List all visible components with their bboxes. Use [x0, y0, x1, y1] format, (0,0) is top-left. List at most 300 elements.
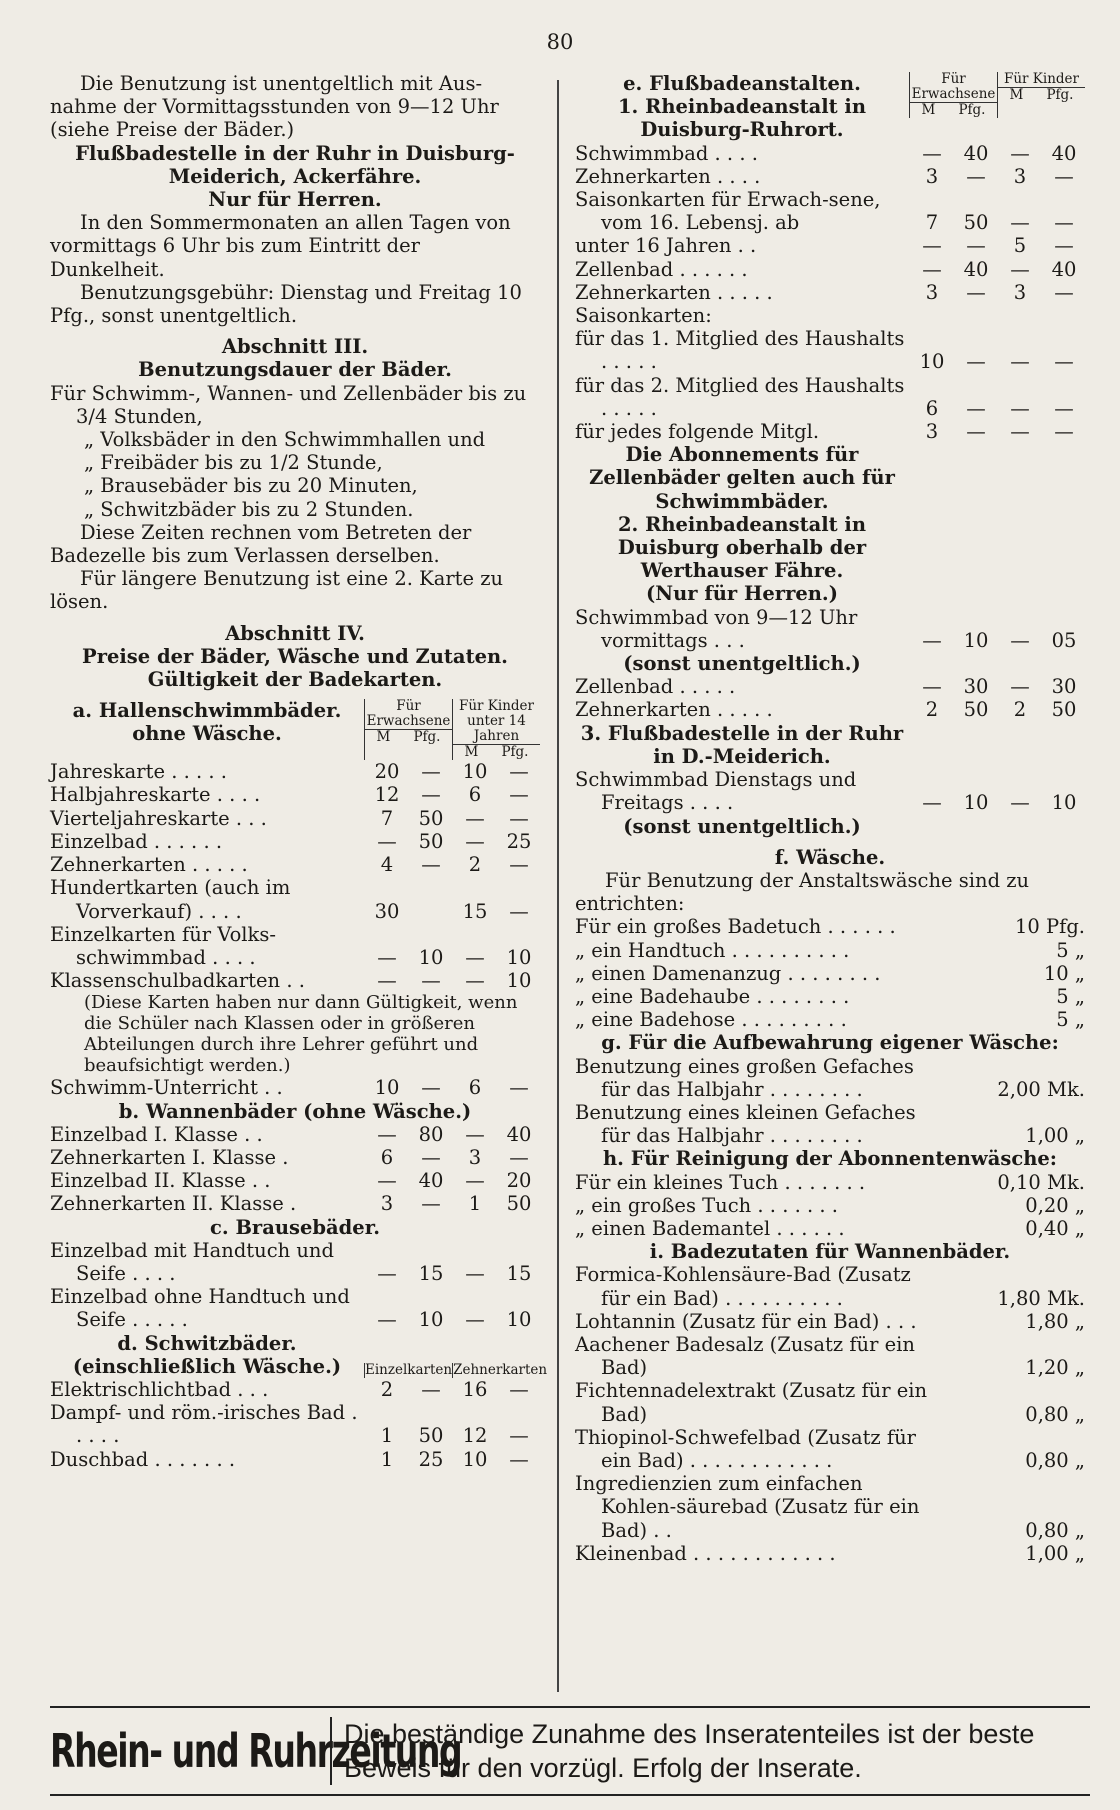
row-value: 25	[506, 829, 532, 853]
price-label: „ einen Bademantel . . . . . .	[575, 1216, 845, 1240]
price-value: 0,40 „	[1025, 1216, 1085, 1240]
zeiten-text: Diese Zeiten rechnen vom Betreten der Badezelle bis zum Verlassen derselben.	[50, 520, 472, 568]
unit-pfg: Pfg.	[501, 744, 529, 761]
row-values	[364, 1262, 540, 1285]
table-row	[50, 783, 540, 806]
row-label: Zehnerkarten . . . . .	[575, 280, 773, 304]
price-row	[575, 915, 1085, 938]
price-value: 0,10 Mk.	[997, 1170, 1085, 1194]
row-values	[909, 350, 1085, 373]
row-value: 20	[374, 760, 400, 784]
row-value: 3	[925, 164, 939, 188]
row-value: 50	[506, 1192, 532, 1216]
row-label: Zehnerkarten I. Klasse .	[50, 1145, 289, 1169]
gebuehr-text: Benutzungsgebühr: Dienstag und Freitag 10 Pfg., sonst unentgeltlich.	[50, 280, 522, 328]
row-values	[909, 791, 1085, 814]
table-row	[50, 830, 540, 853]
price-value: 10 „	[1043, 961, 1085, 985]
price-row	[575, 1542, 1085, 1565]
row-value: 3	[380, 1192, 394, 1216]
row-value: 6	[380, 1145, 394, 1169]
row-label: für jedes folgende Mitgl.	[575, 420, 820, 444]
abschnitt-3-heading: Abschnitt III.	[221, 335, 369, 359]
col-kinder: Für Kinder	[1004, 71, 1079, 87]
row-value: 25	[418, 1447, 444, 1471]
row-label: Zehnerkarten II. Klasse .	[50, 1192, 297, 1216]
row-value: —	[377, 1261, 397, 1285]
row-values	[909, 675, 1085, 698]
i-heading: i. Badezutaten für Wannenbäder.	[649, 1240, 1011, 1264]
row-values	[364, 1169, 540, 1192]
row-values	[909, 420, 1085, 443]
row-label: für das 1. Mitglied des Haushalts . . . . .	[575, 327, 905, 374]
hallen-table-head	[50, 699, 540, 760]
row-value: —	[377, 945, 397, 969]
row-value: —	[509, 1447, 529, 1471]
row-value: —	[1054, 211, 1074, 235]
row-value: —	[966, 396, 986, 420]
table-row	[50, 969, 540, 992]
row-value: 10	[374, 1076, 400, 1100]
row-value: 15	[506, 1261, 532, 1285]
row-value: 3	[925, 420, 939, 444]
unit-pfg: Pfg.	[958, 102, 986, 118]
row-values	[364, 969, 540, 992]
row-value: 3	[1013, 164, 1027, 188]
row-value: 10	[418, 945, 444, 969]
row-values	[909, 258, 1085, 281]
row-value: 50	[418, 829, 444, 853]
price-row	[575, 1101, 1085, 1147]
table-row	[575, 188, 1085, 234]
price-label: Für ein kleines Tuch . . . . . . .	[575, 1170, 866, 1194]
row-value: 40	[418, 1169, 444, 1193]
abonnement-note: Die Abonnements für Zellenbäder gelten auch für Schwimmbäder.	[589, 443, 895, 513]
row-value: —	[465, 1169, 485, 1193]
row-value: —	[509, 1076, 529, 1100]
row-value: 3	[925, 280, 939, 304]
unit-pfg: Pfg.	[413, 729, 441, 746]
table-row	[575, 304, 1085, 327]
sommer-text: In den Sommermonaten an allen Tagen von vormittags 6 Uhr bis zum Eintritt der Dunkelheit.	[50, 211, 511, 281]
price-label: Lohtannin (Zusatz für ein Bad) . . .	[575, 1309, 917, 1333]
sonst-unentgeltlich: (sonst unentgeltlich.)	[623, 814, 861, 838]
price-label: „ eine Badehaube . . . . . . . .	[575, 984, 850, 1008]
row-value: —	[966, 234, 986, 258]
row-value: 7	[925, 211, 939, 235]
row-value: 6	[925, 396, 939, 420]
row-value: —	[1054, 396, 1074, 420]
row-value: 10	[1051, 791, 1077, 815]
row-value: —	[421, 1145, 441, 1169]
abschnitt-4-heading: Abschnitt IV.	[225, 621, 365, 645]
row-value: —	[377, 1308, 397, 1332]
row-value: 15	[418, 1261, 444, 1285]
row-value: —	[1010, 675, 1030, 699]
row-label: Dampf- und röm.-irisches Bad . . . . .	[50, 1401, 358, 1448]
klassen-note: (Diese Karten haben nur dann Gültigkeit, wenn die Schüler nach Klassen oder in größeren Abteilungen durch ihre Lehrer geführt und beaufsichtigt werden.)	[84, 992, 518, 1077]
row-label: Einzelbad . . . . . .	[50, 829, 223, 853]
row-value: 15	[462, 899, 488, 923]
rhein1-heading: 1. Rheinbadeanstalt in Duisburg-Ruhrort.	[617, 95, 867, 142]
row-value: —	[421, 1076, 441, 1100]
row-label: unter 16 Jahren . .	[575, 234, 757, 258]
row-value	[410, 900, 452, 923]
h-price-list	[575, 1171, 1085, 1241]
dauer-heading: Benutzungsdauer der Bäder.	[138, 358, 452, 382]
row-values	[364, 1424, 540, 1447]
row-label: Vierteljahreskarte . . .	[50, 806, 267, 830]
row-values	[909, 234, 1085, 257]
price-label: Benutzung eines kleinen Gefaches für das Halbjahr . . . . . . . .	[575, 1100, 916, 1148]
row-values	[909, 629, 1085, 652]
price-label: Fichtennadelextrakt (Zusatz für ein Bad)	[575, 1379, 928, 1426]
left-column	[50, 72, 548, 1471]
banner-slogan: Die beständige Zunahme des Inseratenteiles ist der beste Beweis für den vorzügl. Erfolg der Inserate.	[330, 1717, 1090, 1785]
row-value: 50	[963, 211, 989, 235]
row-label: Zellenbad . . . . .	[575, 675, 736, 699]
table-row	[575, 258, 1085, 281]
row-value: —	[421, 760, 441, 784]
rhein1-table-head	[575, 72, 1085, 142]
row-value: —	[509, 1145, 529, 1169]
schwitz-table	[50, 1378, 540, 1471]
rhein2-sub: (Nur für Herren.)	[646, 582, 838, 606]
row-value: 10	[506, 1308, 532, 1332]
table-row	[50, 1401, 540, 1447]
right-column	[575, 72, 1085, 1565]
table-row	[575, 142, 1085, 165]
row-label: Duschbad . . . . . . .	[50, 1447, 236, 1471]
row-value: —	[377, 1169, 397, 1193]
row-value: 3	[468, 1145, 482, 1169]
brause-table	[50, 1239, 540, 1332]
row-values	[364, 1076, 540, 1099]
row-values	[909, 142, 1085, 165]
row-value: 2	[468, 853, 482, 877]
unit-m: M	[1009, 87, 1024, 103]
row-value: 30	[963, 675, 989, 699]
table-row	[575, 234, 1085, 257]
laenger-text: Für längere Benutzung ist eine 2. Karte zu lösen.	[50, 567, 504, 614]
column-divider	[557, 80, 559, 1692]
row-value: —	[922, 257, 942, 281]
price-label: „ ein großes Tuch . . . . . . .	[575, 1193, 838, 1217]
intro-text: Die Benutzung ist unentgeltlich mit Aus-nahme der Vormittagsstunden von 9—12 Uhr (siehe Preise der Bäder.)	[50, 72, 499, 142]
row-value: 16	[462, 1377, 488, 1401]
price-value: 5 „	[1056, 984, 1085, 1008]
row-value: 40	[506, 1122, 532, 1146]
table-row	[575, 165, 1085, 188]
price-row	[575, 1217, 1085, 1240]
row-values	[364, 1378, 540, 1401]
row-value: 05	[1051, 628, 1077, 652]
g-heading: g. Für die Aufbewahrung eigener Wäsche:	[601, 1031, 1059, 1055]
row-value: 10	[919, 350, 945, 374]
row-value: —	[1054, 280, 1074, 304]
row-value: 30	[1051, 675, 1077, 699]
table-row	[575, 675, 1085, 698]
row-value: 10	[462, 760, 488, 784]
table-row	[50, 1239, 540, 1285]
f-heading: f. Wäsche.	[774, 845, 886, 869]
nur-herren-note: Nur für Herren.	[208, 188, 382, 212]
table-row	[575, 327, 1085, 373]
row-value: —	[1054, 350, 1074, 374]
row-value: 10	[963, 628, 989, 652]
row-values	[364, 946, 540, 969]
rhein1-table	[575, 142, 1085, 444]
price-value: 5 „	[1056, 938, 1085, 962]
h-heading: h. Für Reinigung der Abonnentenwäsche:	[603, 1147, 1057, 1171]
newspaper-logo: Rhein- und Ruhrzeitung	[50, 1724, 462, 1778]
row-value: —	[922, 141, 942, 165]
row-value: —	[1010, 211, 1030, 235]
price-row	[575, 1171, 1085, 1194]
dauer-line-5: „ Schwitzbäder bis zu 2 Stunden.	[84, 497, 414, 521]
row-values	[909, 698, 1085, 721]
row-value: —	[966, 280, 986, 304]
row-values	[909, 397, 1085, 420]
row-value: 20	[506, 1169, 532, 1193]
table-row	[50, 1448, 540, 1471]
row-label: Zehnerkarten . . . .	[575, 164, 761, 188]
row-value: —	[465, 1308, 485, 1332]
rhein2-table-b	[575, 675, 1085, 721]
rhein2-heading: 2. Rheinbadeanstalt in Duisburg oberhalb der Werthauser Fähre.	[617, 512, 867, 583]
row-value: —	[465, 829, 485, 853]
price-row	[575, 962, 1085, 985]
dauer-line-4: „ Brausebäder bis zu 20 Minuten,	[84, 474, 418, 498]
row-value: —	[922, 234, 942, 258]
col-kinder-14: Für Kinder unter 14 Jahren	[459, 698, 534, 745]
advertisement-banner	[50, 1706, 1090, 1796]
price-row	[575, 1333, 1085, 1379]
row-value: 2	[1013, 698, 1027, 722]
row-value: 10	[963, 791, 989, 815]
table-row	[50, 1192, 540, 1215]
table-row	[50, 1076, 540, 1099]
row-values	[364, 1192, 540, 1215]
row-value: 40	[963, 141, 989, 165]
price-row	[575, 939, 1085, 962]
row-value: 50	[1051, 698, 1077, 722]
table-row	[575, 606, 1085, 652]
row-value: 7	[380, 806, 394, 830]
row-value: 40	[963, 257, 989, 281]
row-value: —	[509, 899, 529, 923]
row-value: —	[922, 628, 942, 652]
row-values	[364, 807, 540, 830]
row-value: 10	[506, 945, 532, 969]
price-value: 0,20 „	[1025, 1193, 1085, 1217]
row-values	[364, 1123, 540, 1146]
price-value: 1,20 „	[1025, 1356, 1085, 1380]
table-row	[50, 1378, 540, 1401]
row-values	[364, 1308, 540, 1331]
row-label: Klassenschulbadkarten . .	[50, 969, 305, 993]
row-label: für das 2. Mitglied des Haushalts . . . . .	[575, 373, 905, 420]
row-value: 6	[468, 783, 482, 807]
price-row	[575, 1263, 1085, 1309]
price-value: 1,00 „	[1025, 1124, 1085, 1148]
price-row	[575, 1426, 1085, 1472]
table-row	[50, 1146, 540, 1169]
table-row	[50, 1169, 540, 1192]
row-value: 30	[374, 899, 400, 923]
price-label: „ einen Damenanzug . . . . . . . .	[575, 961, 881, 985]
row-value: —	[1010, 257, 1030, 281]
row-value: 4	[380, 853, 394, 877]
row-label: Halbjahreskarte . . . .	[50, 783, 261, 807]
col-einzelkarten: Einzelkarten	[365, 1361, 453, 1378]
row-value: —	[509, 760, 529, 784]
table-row	[50, 876, 540, 922]
row-value: —	[1054, 420, 1074, 444]
fluss3-heading: 3. Flußbadestelle in der Ruhr in D.-Meiderich.	[580, 721, 904, 768]
sonst-unentgeltlich: (sonst unentgeltlich.)	[623, 652, 861, 676]
row-label: Hundertkarten (auch im Vorverkauf) . . . .	[50, 876, 291, 923]
preise-heading: Preise der Bäder, Wäsche und Zutaten. Gültigkeit der Badekarten.	[82, 644, 508, 692]
price-label: Thiopinol-Schwefelbad (Zusatz für ein Bad) . . . . . . . . . . . .	[575, 1425, 916, 1472]
table-row	[50, 1285, 540, 1331]
table-row	[575, 420, 1085, 443]
rhein2-table	[575, 606, 1085, 652]
row-value: —	[922, 675, 942, 699]
row-value: —	[509, 806, 529, 830]
row-values	[909, 165, 1085, 188]
row-values	[364, 760, 540, 783]
unit-m: M	[921, 102, 936, 118]
row-value: —	[1054, 234, 1074, 258]
wannen-heading: b. Wannenbäder (ohne Wäsche.)	[118, 1099, 472, 1123]
price-row	[575, 1055, 1085, 1101]
table-row	[575, 768, 1085, 814]
table-row	[50, 807, 540, 830]
price-value: 0,80 „	[1025, 1518, 1085, 1542]
flussbadestelle-heading: Flußbadestelle in der Ruhr in Duisburg-Meiderich, Ackerfähre.	[75, 141, 515, 188]
row-value: —	[421, 1192, 441, 1216]
row-label: Schwimmbad von 9—12 Uhr vormittags . . .	[575, 605, 858, 652]
row-values	[364, 853, 540, 876]
row-value: 6	[468, 1076, 482, 1100]
row-values	[364, 1146, 540, 1169]
price-value: 1,80 Mk.	[997, 1286, 1085, 1310]
unit-pfg: Pfg.	[1046, 87, 1074, 103]
row-label: Zellenbad . . . . . .	[575, 257, 748, 281]
row-label: Saisonkarten:	[575, 304, 712, 328]
price-row	[575, 1379, 1085, 1425]
row-label: Einzelbad ohne Handtuch und Seife . . . . .	[50, 1285, 350, 1332]
row-label: Zehnerkarten . . . . .	[50, 853, 248, 877]
col-zehnerkarten: Zehnerkarten	[453, 1361, 548, 1378]
table-row	[50, 923, 540, 969]
row-value: —	[465, 1261, 485, 1285]
row-label: Saisonkarten für Erwach-sene, vom 16. Lebensj. ab	[575, 188, 881, 235]
price-value: 2,00 Mk.	[997, 1077, 1085, 1101]
row-label: Einzelbad mit Handtuch und Seife . . . .	[50, 1238, 334, 1285]
row-value: —	[509, 783, 529, 807]
row-values	[364, 900, 540, 923]
unit-m: M	[464, 744, 479, 761]
col-erwachsene: Für Erwachsene	[911, 71, 996, 102]
row-value: —	[465, 806, 485, 830]
row-value: 10	[506, 969, 532, 993]
col-erwachsene: Für Erwachsene	[366, 698, 451, 730]
row-value: —	[421, 853, 441, 877]
dauer-line-2: „ Volksbäder in den Schwimmhallen und	[84, 428, 486, 452]
price-label: „ eine Badehose . . . . . . . . .	[575, 1008, 847, 1032]
row-value: —	[465, 1122, 485, 1146]
row-value: —	[421, 969, 441, 993]
row-value: —	[1010, 791, 1030, 815]
price-row	[575, 985, 1085, 1008]
row-value: —	[509, 853, 529, 877]
table-row	[575, 698, 1085, 721]
row-value: —	[966, 350, 986, 374]
row-values	[909, 211, 1085, 234]
price-row	[575, 1194, 1085, 1217]
row-value: —	[421, 783, 441, 807]
row-value: —	[377, 1122, 397, 1146]
table-row	[50, 1123, 540, 1146]
dauer-line-3: „ Freibäder bis zu 1/2 Stunde,	[84, 451, 383, 475]
row-value: 50	[418, 806, 444, 830]
row-label: Einzelbad II. Klasse . .	[50, 1169, 271, 1193]
row-label: Elektrischlichtbad . . .	[50, 1377, 269, 1401]
row-value: 12	[374, 783, 400, 807]
price-label: Formica-Kohlensäure-Bad (Zusatz für ein Bad) . . . . . . . . . .	[575, 1263, 911, 1310]
row-value: 12	[462, 1424, 488, 1448]
row-label: Jahreskarte . . . . .	[50, 760, 227, 784]
e-heading: e. Flußbadeanstalten.	[623, 72, 861, 95]
unit-m: M	[376, 729, 391, 746]
row-value: —	[377, 829, 397, 853]
row-value: —	[922, 791, 942, 815]
row-value: 80	[418, 1122, 444, 1146]
price-label: Benutzung eines großen Gefaches für das Halbjahr . . . . . . . .	[575, 1054, 914, 1101]
row-values	[364, 830, 540, 853]
row-value: —	[377, 969, 397, 993]
row-value: 2	[925, 698, 939, 722]
row-value: —	[1010, 396, 1030, 420]
hallen-heading: a. Hallenschwimmbäder. ohne Wäsche.	[72, 699, 342, 746]
row-label: Zehnerkarten . . . . .	[575, 698, 773, 722]
row-value: —	[1010, 141, 1030, 165]
f-intro: Für Benutzung der Anstaltswäsche sind zu entrichten:	[575, 868, 1030, 916]
price-row	[575, 1008, 1085, 1031]
page-number: 80	[546, 30, 574, 54]
fluss3-table	[575, 768, 1085, 814]
row-value: —	[1010, 628, 1030, 652]
row-value: 10	[462, 1447, 488, 1471]
row-value: —	[509, 1377, 529, 1401]
row-value: 1	[380, 1447, 394, 1471]
table-row	[575, 281, 1085, 304]
table-row	[50, 760, 540, 783]
row-value: 2	[380, 1377, 394, 1401]
i-price-list	[575, 1263, 1085, 1565]
price-label: Ingredienzien zum einfachen Kohlen-säurebad (Zusatz für ein Bad) . .	[575, 1472, 920, 1542]
row-value: 50	[418, 1424, 444, 1448]
row-value: —	[966, 420, 986, 444]
row-value: —	[1010, 420, 1030, 444]
row-values	[364, 783, 540, 806]
row-value: 50	[963, 698, 989, 722]
row-value: —	[1010, 350, 1030, 374]
price-row	[575, 1472, 1085, 1542]
hallen-table	[50, 760, 540, 992]
